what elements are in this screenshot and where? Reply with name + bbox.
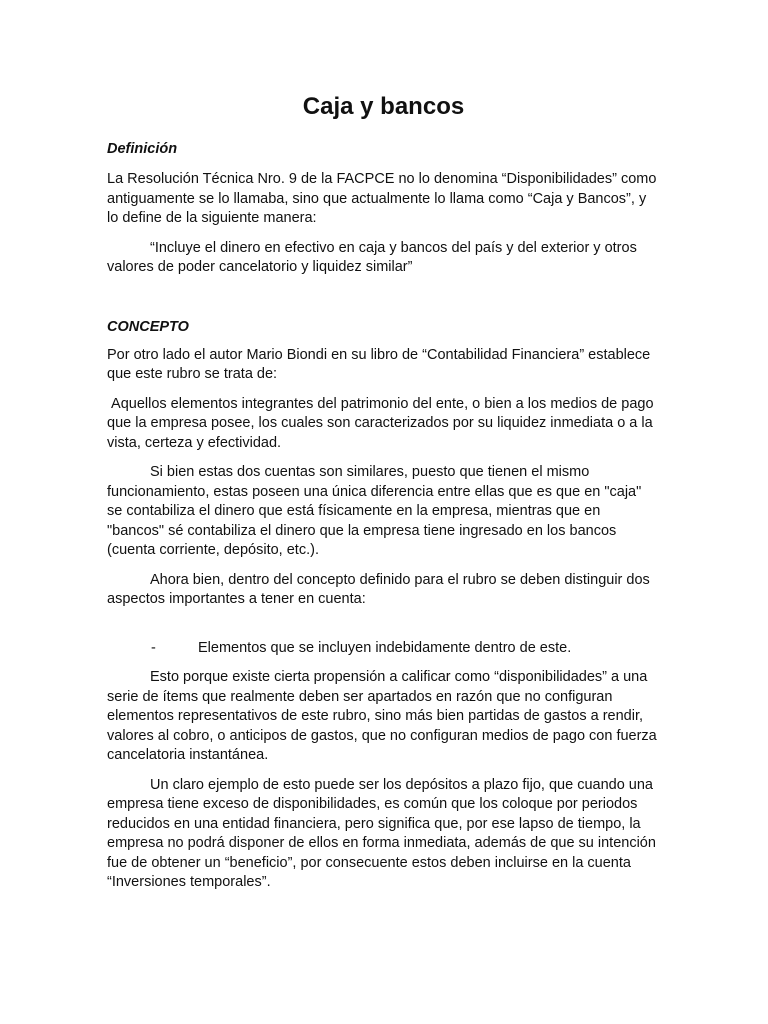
paragraph-concepto-definition: Aquellos elementos integrantes del patrimonio del ente, o bien a los medios de pago que la empresa posee, los cuales son caracterizados por su liquidez inmediata o a la vista, certeza y efectividad.: [107, 395, 658, 451]
list-bullet: -: [151, 639, 156, 656]
section-heading-definicion: Definición: [107, 141, 178, 157]
list-item: [107, 639, 660, 659]
page-title: Caja y bancos: [302, 93, 465, 120]
paragraph-definicion-intro: La Resolución Técnica Nro. 9 de la FACPCE no lo denomina “Disponibilidades” como antiguamente se lo llamaba, sino que actualmente lo llama como “Caja y Bancos”, y lo define de la siguiente manera:: [107, 171, 657, 226]
section-heading-concepto: CONCEPTO: [107, 318, 189, 335]
list-item-text: Elementos que se incluyen indebidamente dentro de este.: [198, 639, 572, 656]
paragraph-propension: Esto porque existe cierta propensión a calificar como “disponibilidades” a una serie de ítems que realmente deben ser apartados en razón que no configuran elementos representativos de este rubro, sino más bien partidas de gastos a rendir, valores al cobro, o anticipos de gastos, que no configuran medios de pago con fuerza cancelatoria instantánea.: [107, 669, 657, 763]
paragraph-concepto-intro: Por otro lado el autor Mario Biondi en su libro de “Contabilidad Financiera” establece que este rubro se trata de:: [107, 346, 651, 382]
paragraph-aspectos: Ahora bien, dentro del concepto definido para el rubro se deben distinguir dos aspectos importantes a tener en cuenta:: [107, 571, 650, 607]
paragraph-ejemplo-plazo-fijo: Un claro ejemplo de esto puede ser los depósitos a plazo fijo, que cuando una empresa tiene exceso de disponibilidades, es común que los coloque por periodos reducidos en una entidad financiera, pero significa que, por ese lapso de tiempo, la empresa no podrá disponer de ellos en forma inmediata, además de que su intención fue de obtener un “beneficio”, por consecuente estos deben incluirse en la cuenta “Inversiones temporales”.: [107, 776, 656, 890]
paragraph-definicion-quote: “Incluye el dinero en efectivo en caja y bancos del país y del exterior y otros valores de poder cancelatorio y liquidez similar”: [107, 239, 637, 275]
paragraph-caja-bancos-diferencia: Si bien estas dos cuentas son similares, puesto que tienen el mismo funcionamiento, estas poseen una única diferencia entre ellas que es que en "caja" se contabiliza el dinero que está físicamente en la empresa, mientras que en "bancos" sé contabiliza el dinero que la empresa tiene ingresado en los bancos (cuenta corriente, depósito, etc.).: [107, 464, 642, 558]
